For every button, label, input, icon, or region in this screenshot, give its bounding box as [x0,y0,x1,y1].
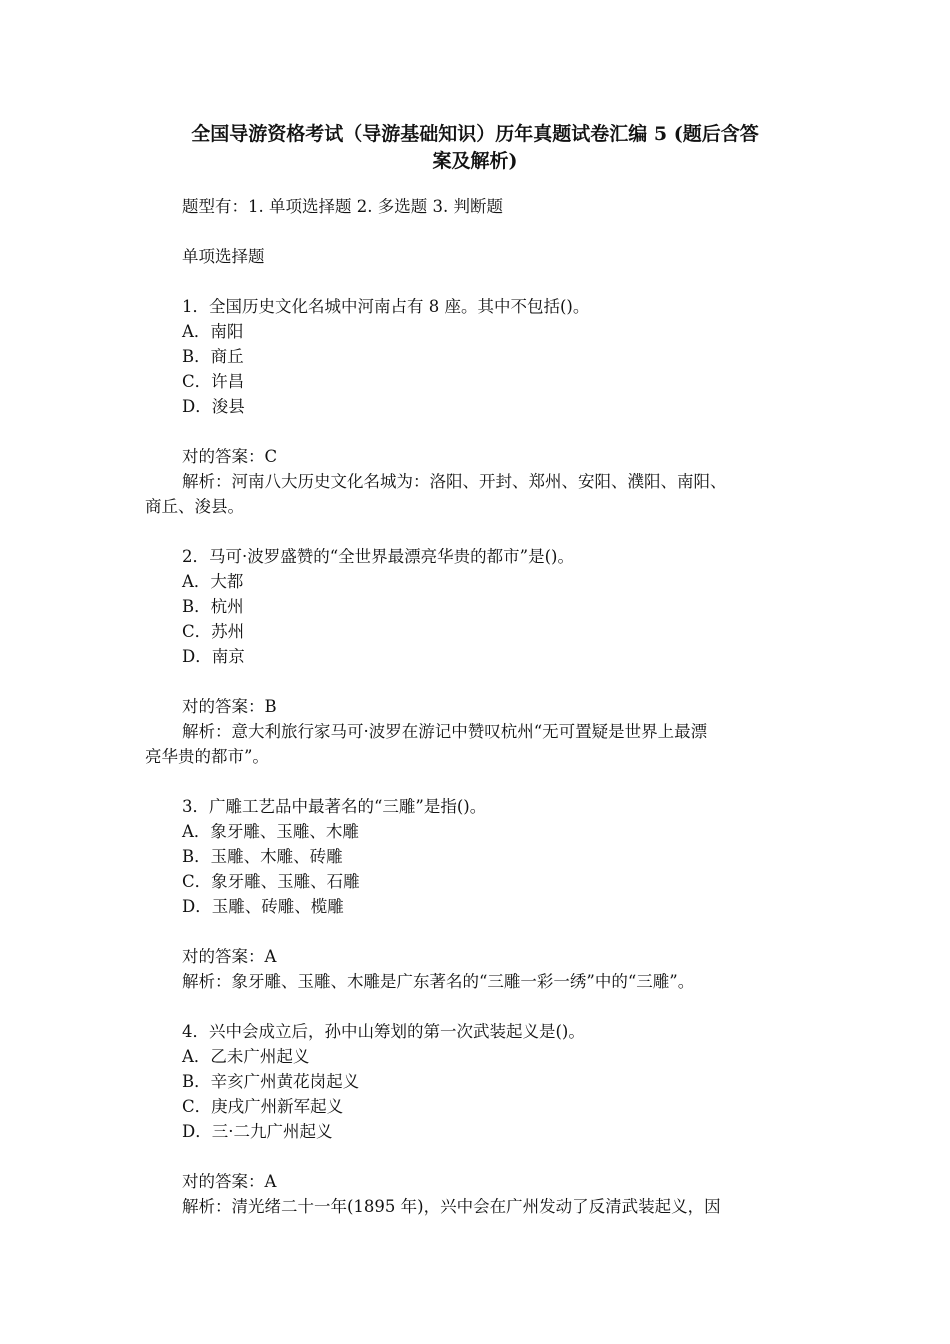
option-c: C．苏州 [182,622,245,641]
document-title [140,121,810,175]
question-block-4 [145,1019,820,1219]
option-b: B．辛亥广州黄花岗起义 [182,1072,360,1091]
option-d: D．南京 [182,647,245,666]
option-a: A．乙未广州起义 [182,1047,310,1066]
title-line-1: 全国导游资格考试（导游基础知识）历年真题试卷汇编 5 (题后含答 [191,123,759,145]
option-c: C．象牙雕、玉雕、石雕 [182,872,360,891]
option-d: D．三·二九广州起义 [182,1122,333,1141]
question-block-2 [145,544,820,769]
question-block-1 [145,294,820,519]
question-stem: 1．全国历史文化名城中河南占有 8 座。其中不包括()。 [182,297,590,316]
answer-line: 对的答案：C [182,447,278,466]
option-c: C．许昌 [182,372,245,391]
section-heading: 单项选择题 [182,247,265,266]
question-stem: 3．广雕工艺品中最著名的“三雕”是指()。 [182,797,487,816]
option-b: B．杭州 [182,597,244,616]
option-b: B．商丘 [182,347,244,366]
option-d: D．玉雕、砖雕、榄雕 [182,897,344,916]
option-a: A．南阳 [182,322,244,341]
question-block-3 [145,794,820,994]
question-types-line: 题型有：1. 单项选择题 2. 多选题 3. 判断题 [182,197,503,216]
analysis-line: 解析：清光绪二十一年(1895 年)，兴中会在广州发动了反清武装起义，因 [182,1197,721,1216]
question-stem: 2．马可·波罗盛赞的“全世界最漂亮华贵的都市”是()。 [182,547,574,566]
option-c: C．庚戌广州新军起义 [182,1097,344,1116]
analysis-continuation: 商丘、浚县。 [145,497,244,516]
answer-line: 对的答案：A [182,1172,277,1191]
analysis-line: 解析：河南八大历史文化名城为：洛阳、开封、郑州、安阳、濮阳、南阳、 [182,472,727,491]
option-a: A．象牙雕、玉雕、木雕 [182,822,359,841]
answer-line: 对的答案：A [182,947,277,966]
analysis-line: 解析：意大利旅行家马可·波罗在游记中赞叹杭州“无可置疑是世界上最漂 [182,722,708,741]
title-line-2: 案及解析) [432,150,518,172]
answer-line: 对的答案：B [182,697,277,716]
document-body [145,194,820,1219]
option-a: A．大都 [182,572,244,591]
analysis-continuation: 亮华贵的都市”。 [145,747,269,766]
option-b: B．玉雕、木雕、砖雕 [182,847,343,866]
question-stem: 4．兴中会成立后，孙中山筹划的第一次武装起义是()。 [182,1022,585,1041]
option-d: D．浚县 [182,397,245,416]
analysis-line: 解析：象牙雕、玉雕、木雕是广东著名的“三雕一彩一绣”中的“三雕”。 [182,972,695,991]
